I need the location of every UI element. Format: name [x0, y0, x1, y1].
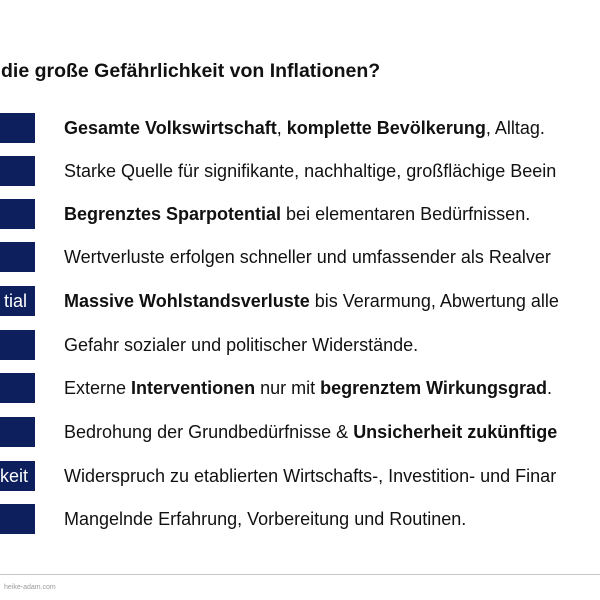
- category-tag: [0, 156, 35, 186]
- item-description: [64, 242, 600, 272]
- category-tag: [0, 242, 35, 272]
- plain-text: bis Verarmung, Abwertung alle: [309, 291, 559, 311]
- category-tag: [0, 461, 35, 491]
- category-tag: [0, 417, 35, 447]
- item-description: [64, 156, 600, 186]
- item-description: [64, 286, 600, 316]
- category-tag: [0, 330, 35, 360]
- list-item: [0, 113, 600, 143]
- plain-text: ,: [276, 118, 287, 138]
- list-item: [0, 373, 600, 403]
- item-description: [64, 113, 600, 143]
- plain-text: Widerspruch zu etablierten Wirtschafts-, Investition- und Finar: [64, 466, 557, 486]
- plain-text: .: [546, 378, 552, 398]
- emphasis-text: komplette Bevölkerung: [286, 118, 486, 138]
- category-tag: [0, 199, 35, 229]
- list-item: [0, 330, 600, 360]
- footer-divider: [0, 574, 600, 575]
- emphasis-text: Interventionen: [131, 378, 256, 398]
- item-description: [64, 461, 600, 491]
- category-tag: [0, 504, 35, 534]
- plain-text: , Alltag.: [485, 118, 545, 138]
- footer-source: heike-adam.com: [4, 584, 56, 591]
- category-tag-label: keit: [0, 466, 29, 486]
- list-item: [0, 286, 600, 316]
- category-tag-label: tial: [3, 291, 27, 311]
- item-description: [64, 330, 600, 360]
- item-description: [64, 373, 600, 403]
- emphasis-text: begrenztem Wirkungsgrad: [320, 378, 547, 398]
- emphasis-text: Gesamte Volkswirtschaft: [64, 118, 277, 138]
- emphasis-text: Begrenztes Sparpotential: [64, 204, 282, 224]
- list-item: [0, 504, 600, 534]
- list-item: [0, 417, 600, 447]
- plain-text: Bedrohung der Grundbedürfnisse &: [64, 422, 354, 442]
- list-item: [0, 199, 600, 229]
- category-tag: [0, 286, 35, 316]
- list-item: [0, 242, 600, 272]
- category-tag: [0, 113, 35, 143]
- plain-text: nur mit: [255, 378, 321, 398]
- item-description: [64, 417, 600, 447]
- category-tag: [0, 373, 35, 403]
- item-description: [64, 199, 600, 229]
- plain-text: Externe: [64, 378, 132, 398]
- emphasis-text: Massive Wohlstandsverluste: [64, 291, 310, 311]
- item-description: [64, 504, 600, 534]
- plain-text: Mangelnde Erfahrung, Vorbereitung und Routinen.: [64, 509, 467, 529]
- list-item: [0, 461, 600, 491]
- emphasis-text: Unsicherheit zukünftige: [353, 422, 558, 442]
- slide-title-text: die große Gefährlichkeit von Inflationen?: [1, 60, 381, 82]
- plain-text: bei elementaren Bedürfnissen.: [281, 204, 531, 224]
- plain-text: Wertverluste erfolgen schneller und umfassender als Realver: [64, 247, 551, 267]
- plain-text: Starke Quelle für signifikante, nachhaltige, großflächige Beein: [64, 161, 557, 181]
- plain-text: Gefahr sozialer und politischer Widerstände.: [64, 335, 419, 355]
- list-item: [0, 156, 600, 186]
